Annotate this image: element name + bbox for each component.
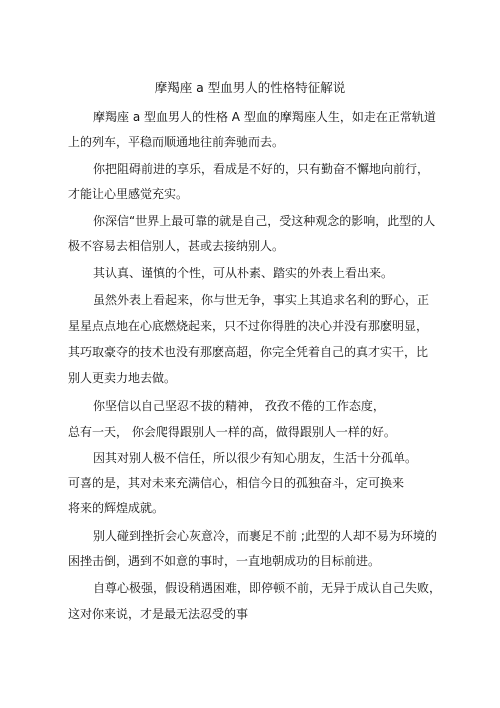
document-title: 摩羯座 a 型血男人的性格特征解说 [154,80,346,95]
paragraph-line: 上的列车，平稳而顺通地往前奔驰而去。 [68,135,285,149]
paragraph-line: 总有一天， 你会爬得跟别人一样的高，做得跟别人一样的好。 [68,425,396,439]
paragraph-line: 困挫击倒，遇到不如意的事时，一直地朝成功的目标前进。 [68,554,381,568]
paragraph-line: 别人更卖力地去做。 [68,371,177,385]
paragraph-line: 极不容易去相信别人，甚或去接纳别人。 [68,239,285,253]
paragraph-line: 你把阻碍前进的享乐，看成是不好的，只有勤奋不懈地向前行， [93,162,430,176]
paragraph-line: 这对你来说，才是最无法忍受的事 [68,607,249,621]
paragraph-line: 自尊心极强，假设稍遇困难，即停顿不前，无异于成认自己失败， [93,581,442,595]
paragraph-line: 你坚信以自己坚忍不拔的精神， 孜孜不倦的工作态度， [93,399,385,413]
paragraph-line: 星星点点地在心底燃烧起来，只不过你得胜的决心并没有那麽明显， [68,319,429,333]
paragraph-line: 将来的辉煌成就。 [68,501,165,515]
paragraph-line: 其认真、谨慎的个性，可从朴素、踏实的外表上看出来。 [93,266,394,280]
paragraph-line: 别人碰到挫折会心灰意冷，而裹足不前 ;此型的人却不易为环境的 [93,529,437,543]
paragraph-line: 其巧取豪夺的技术也没有那麽高超，你完全凭着自己的真才实干，比 [68,345,429,359]
paragraph-line: 虽然外表上看起来，你与世无争，事实上其追求名利的野心，正 [93,293,430,307]
paragraph-line: 摩羯座 a 型血男人的性格 A 型血的摩羯座人生，如走在正常轨道 [93,110,436,124]
paragraph-line: 可喜的是，其对未来充满信心，相信今日的孤独奋斗，定可换来 [68,476,405,490]
paragraph-line: 你深信“世界上最可靠的就是自己，受这种观念的影响，此型的人 [93,214,436,228]
paragraph-line: 因其对别人极不信任，所以很少有知心朋友，生活十分孤单。 [93,451,418,465]
paragraph-line: 才能让心里感觉充实。 [68,187,189,201]
